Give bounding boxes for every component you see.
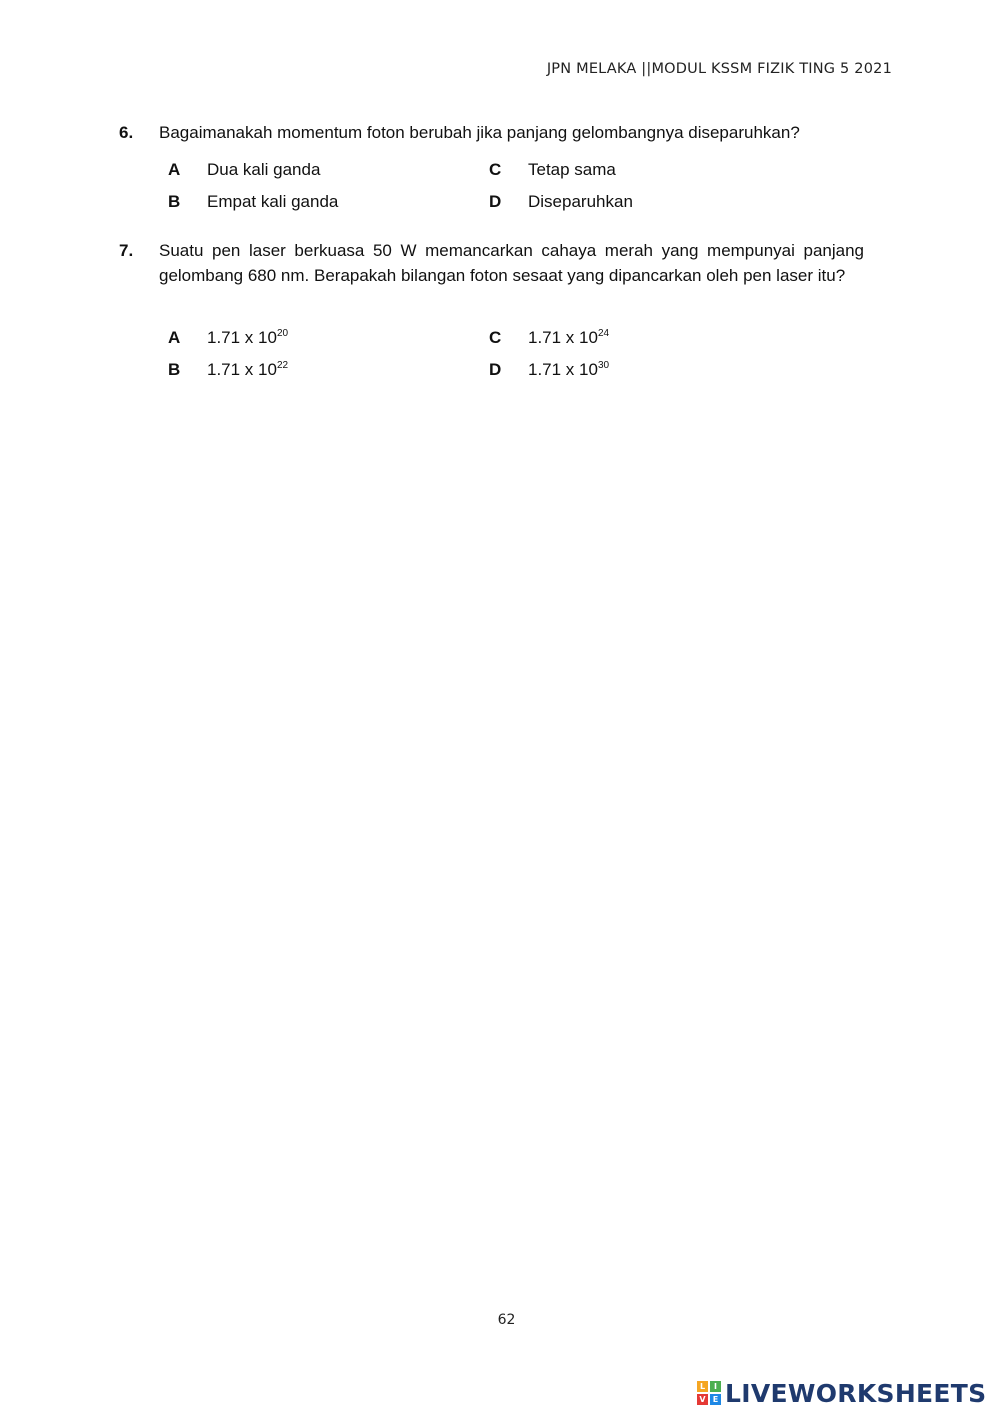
option-text: 1.71 x $10^{20}$: [207, 328, 289, 347]
option-text: Dua kali ganda: [207, 160, 321, 179]
exponent: 20: [276, 328, 289, 339]
page-number: 62: [497, 1312, 516, 1328]
option-text: 1.71 x $10^{22}$: [207, 360, 289, 379]
option-letter: A: [168, 160, 181, 179]
option-text: Tetap sama: [528, 160, 616, 179]
option-text: 1.71 x $10^{30}$: [528, 360, 610, 379]
question-6: [119, 120, 864, 150]
option-letter: B: [168, 360, 181, 379]
exponent: 22: [276, 360, 289, 371]
option-text: Diseparuhkan: [528, 192, 633, 211]
exponent: 24: [597, 328, 610, 339]
question-text: Suatu pen laser berkuasa 50 W memancarkan cahaya merah yang mempunyai panjang gelombang 680 nm. Berapakah bilangan foton sesaat yang dipancarkan oleh pen laser itu?: [159, 241, 864, 285]
option-text: Empat kali ganda: [207, 192, 339, 211]
option-letter: C: [489, 160, 502, 179]
option-text: 1.71 x $10^{24}$: [528, 328, 610, 347]
question-7: [119, 238, 864, 316]
logo-text: LIVEWORKSHEETS: [725, 1378, 987, 1408]
question-number: 7.: [119, 241, 134, 260]
logo-icon: L I V E: [697, 1381, 721, 1405]
question-text: Bagaimanakah momentum foton berubah jika panjang gelombangnya diseparuhkan?: [159, 123, 800, 142]
option-letter: D: [489, 192, 502, 211]
option-letter: A: [168, 328, 181, 347]
liveworksheets-logo[interactable]: [697, 1377, 986, 1409]
option-letter: C: [489, 328, 502, 347]
option-letter: B: [168, 192, 181, 211]
exponent: 30: [597, 360, 610, 371]
page-header: JPN MELAKA ||MODUL KSSM FIZIK TING 5 2021: [546, 61, 892, 77]
option-letter: D: [489, 360, 502, 379]
question-number: 6.: [119, 123, 134, 142]
